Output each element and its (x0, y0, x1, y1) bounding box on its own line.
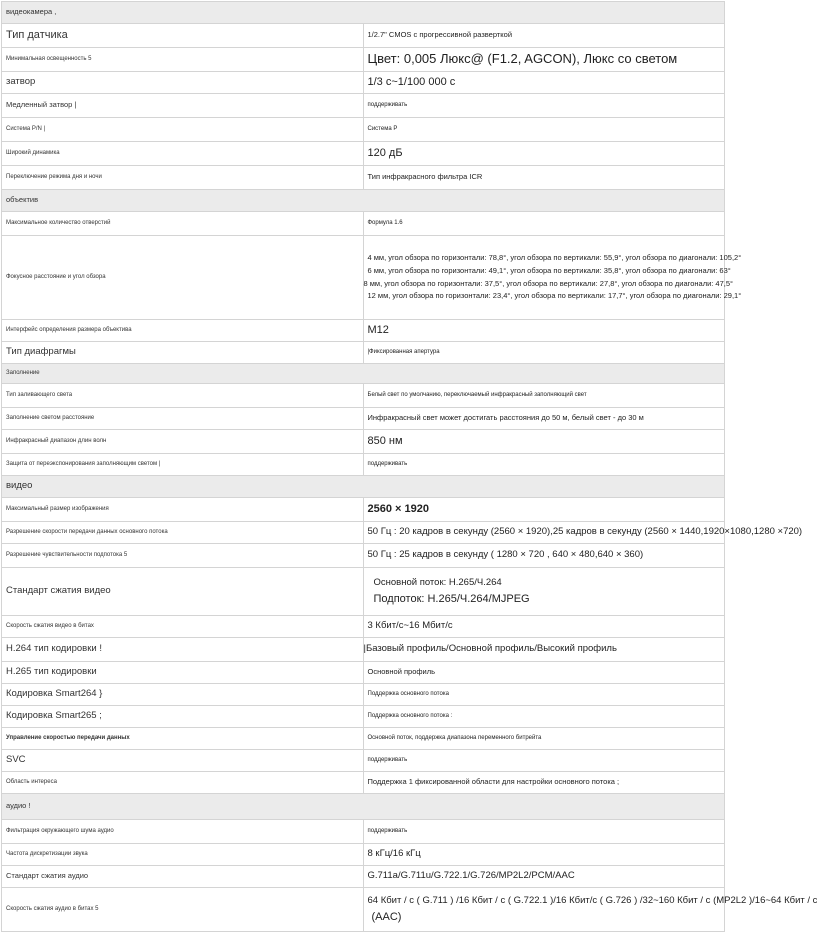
table-row (2, 728, 725, 750)
row-value: поддерживать (363, 94, 725, 118)
table-row (2, 750, 725, 772)
focal-line: 8 мм, угол обзора по горизонтали: 37,5°, угол обзора по вертикали: 27,8°, угол обзора по диагонали: 47,5° (363, 278, 734, 288)
table-row (2, 118, 725, 142)
table-row (2, 616, 725, 638)
row-value: |Базовый профиль/Основной профиль/Высокий профиль (363, 638, 725, 662)
row-label: Интерфейс определения размера объектива (2, 320, 364, 342)
row-value: Поддержка основного потока : (363, 706, 725, 728)
row-value: 8 кГц/16 кГц (363, 844, 725, 866)
table-row (2, 706, 725, 728)
table-row (2, 522, 725, 544)
table-row (2, 684, 725, 706)
section-header-lens (2, 190, 725, 212)
table-row (2, 544, 725, 568)
row-label: SVC (2, 750, 364, 772)
audio-bitrate-line: 64 Кбит / с ( G.711 ) /16 Кбит / с ( G.722.1 )/16 Кбит/с ( G.726 ) /32~160 Кбит / с (MP2L2 )/16~64 Кбит / с (367, 894, 817, 906)
row-value-multiline (363, 236, 742, 320)
row-label: Частота дискретизации звука (2, 844, 364, 866)
table-row (2, 888, 725, 932)
row-value: Инфракрасный свет может достигать расстояния до 50 м, белый свет - до 30 м (363, 408, 725, 430)
row-label: Инфракрасный диапазон длин волн (2, 430, 364, 454)
table-row (2, 24, 725, 48)
row-label: Защита от переэкспонирования заполняющим светом | (2, 454, 364, 476)
row-value: 2560 × 1920 (363, 498, 725, 522)
row-value: Поддержка основного потока (363, 684, 725, 706)
table-row (2, 48, 725, 72)
table-row (2, 320, 725, 342)
row-label: Заполнение светом расстояние (2, 408, 364, 430)
row-value: Тип инфракрасного фильтра ICR (363, 166, 725, 190)
section-title: видео (2, 476, 725, 498)
row-label: Максимальный размер изображения (2, 498, 364, 522)
row-label: Система P/N | (2, 118, 364, 142)
table-row (2, 94, 725, 118)
row-value: поддерживать (363, 454, 725, 476)
row-label: Скорость сжатия аудио в битах 5 (2, 888, 364, 932)
row-label: Разрешение чувствительности подпотока 5 (2, 544, 364, 568)
table-row (2, 498, 725, 522)
table-row (2, 662, 725, 684)
row-label: Стандарт сжатия видео (2, 568, 364, 616)
row-label: H.264 тип кодировки ! (2, 638, 364, 662)
row-value-multiline (363, 568, 725, 616)
row-label: Кодировка Smart265 ; (2, 706, 364, 728)
row-value: Поддержка 1 фиксированной области для настройки основного потока ; (363, 772, 725, 794)
row-value: 3 Кбит/с~16 Мбит/с (363, 616, 725, 638)
row-label: Скорость сжатия видео в битах (2, 616, 364, 638)
table-row (2, 568, 725, 616)
audio-bitrate-line: (AAC) (371, 910, 402, 923)
section-title: аудио ! (2, 794, 725, 820)
row-label: Медленный затвор | (2, 94, 364, 118)
section-header-audio (2, 794, 725, 820)
row-value: 50 Гц : 20 кадров в секунду (2560 × 1920),25 кадров в секунду (2560 × 1440,1920×1080,1280 ×720) (363, 522, 725, 544)
row-label: Управление скоростью передачи данных (2, 728, 364, 750)
table-row (2, 772, 725, 794)
row-label: Тип диафрагмы (2, 342, 364, 364)
row-label: Минимальная освещенность 5 (2, 48, 364, 72)
table-row (2, 866, 725, 888)
row-value: M12 (363, 320, 725, 342)
row-value: |Фиксированная апертура (363, 342, 725, 364)
row-value: Основной профиль (363, 662, 725, 684)
table-row (2, 454, 725, 476)
table-row (2, 408, 725, 430)
table-row (2, 236, 725, 320)
table-row (2, 384, 725, 408)
section-header-illuminator (2, 364, 725, 384)
compression-line: Основной поток: H.265/Ч.264 (373, 576, 502, 588)
row-value-multiline (363, 888, 817, 932)
table-row (2, 820, 725, 844)
row-label: Разрешение скорости передачи данных основного потока (2, 522, 364, 544)
table-row (2, 72, 725, 94)
focal-line: 12 мм, угол обзора по горизонтали: 23,4°, угол обзора по вертикали: 17,7°, угол обзора по диагонали: 29,1° (367, 291, 742, 301)
row-value: 50 Гц : 25 кадров в секунду ( 1280 × 720 , 640 × 480,640 × 360) (363, 544, 725, 568)
row-label: Фильтрация окружающего шума аудио (2, 820, 364, 844)
row-label: Тип датчика (2, 24, 364, 48)
row-value: Система P (363, 118, 725, 142)
row-value: 850 нм (363, 430, 725, 454)
section-header-camera (2, 2, 725, 24)
table-row (2, 342, 725, 364)
focal-line: 4 мм, угол обзора по горизонтали: 78,8°, угол обзора по вертикали: 55,9°, угол обзора по диагонали: 105,2° (367, 253, 742, 263)
section-title: Заполнение (2, 364, 725, 384)
section-header-video (2, 476, 725, 498)
focal-line: 6 мм, угол обзора по горизонтали: 49,1°, угол обзора по вертикали: 35,8°, угол обзора по диагонали: 63° (367, 265, 731, 275)
section-title: объектив (2, 190, 725, 212)
row-label: Переключение режима дня и ночи (2, 166, 364, 190)
row-value: Основной поток, поддержка диапазона переменного битрейта (363, 728, 725, 750)
row-label: H.265 тип кодировки (2, 662, 364, 684)
compression-line: Подпоток: H.265/Ч.264/MJPEG (373, 592, 530, 605)
row-label: Широкий динамика (2, 142, 364, 166)
row-label: Стандарт сжатия аудио (2, 866, 364, 888)
row-value: 1/3 с~1/100 000 с (363, 72, 725, 94)
row-label: Максимальное количество отверстий (2, 212, 364, 236)
table-row (2, 142, 725, 166)
table-row (2, 212, 725, 236)
row-label: Кодировка Smart264 } (2, 684, 364, 706)
row-label: затвор (2, 72, 364, 94)
row-value: G.711a/G.711u/G.722.1/G.726/MP2L2/PCM/AAC (363, 866, 725, 888)
table-row (2, 638, 725, 662)
row-value: Формула 1.6 (363, 212, 725, 236)
spec-table (1, 1, 817, 932)
row-value: 1/2.7" CMOS с прогрессивной разверткой (363, 24, 725, 48)
section-title: видеокамера , (2, 2, 725, 24)
row-value: поддерживать (363, 820, 725, 844)
row-label: Тип заливающего света (2, 384, 364, 408)
row-value: Белый свет по умолчанию, переключаемый инфракрасный заполняющий свет (363, 384, 725, 408)
row-value: 120 дБ (363, 142, 725, 166)
table-row (2, 430, 725, 454)
row-label: Область интереса (2, 772, 364, 794)
row-value: Цвет: 0,005 Люкс@ (F1.2, AGCON), Люкс со светом (363, 48, 725, 72)
table-row (2, 166, 725, 190)
table-row (2, 844, 725, 866)
row-value: поддерживать (363, 750, 725, 772)
row-label: Фокусное расстояние и угол обзора (2, 236, 364, 320)
